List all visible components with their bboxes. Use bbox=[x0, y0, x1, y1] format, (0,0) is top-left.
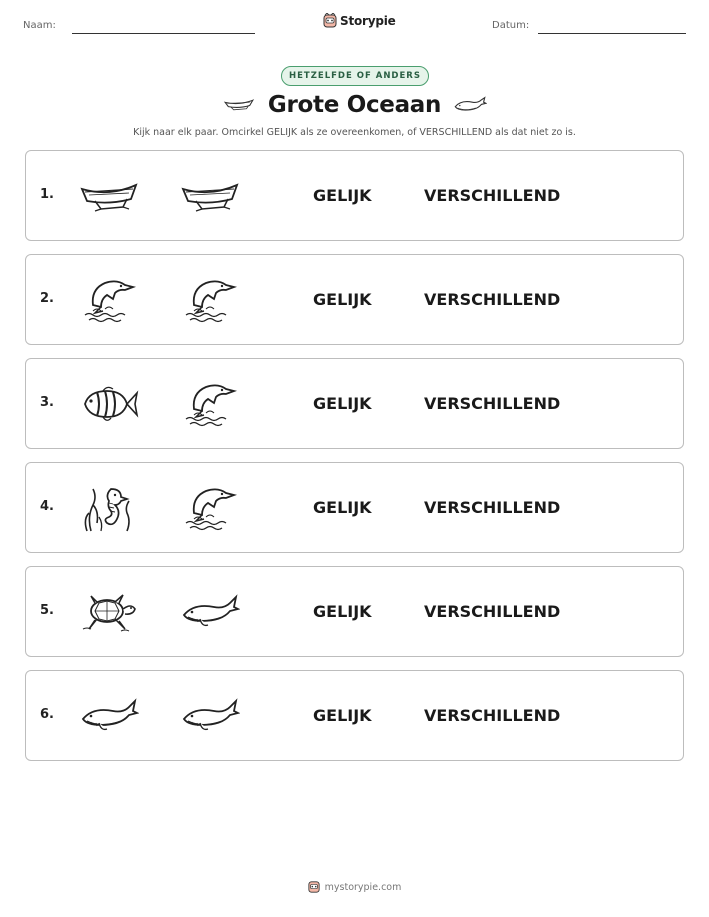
date-label: Datum: bbox=[492, 20, 530, 31]
clownfish-icon bbox=[79, 379, 139, 429]
option-different-button[interactable]: VERSCHILLEND bbox=[424, 290, 561, 309]
question-number: 3. bbox=[40, 395, 54, 410]
whale-icon bbox=[453, 96, 487, 114]
storypie-mascot-icon bbox=[308, 880, 320, 894]
question-row bbox=[25, 150, 684, 241]
option-same-button[interactable]: GELIJK bbox=[313, 706, 372, 725]
option-same-button[interactable]: GELIJK bbox=[313, 186, 372, 205]
date-field-line[interactable] bbox=[538, 33, 686, 34]
canoe-icon bbox=[79, 171, 139, 221]
option-same-button[interactable]: GELIJK bbox=[313, 394, 372, 413]
option-same-button[interactable]: GELIJK bbox=[313, 498, 372, 517]
footer-url: mystorypie.com bbox=[324, 881, 402, 893]
dolphin-icon bbox=[180, 483, 240, 533]
question-number: 5. bbox=[40, 603, 54, 618]
option-different-button[interactable]: VERSCHILLEND bbox=[424, 394, 561, 413]
whale-icon bbox=[180, 691, 240, 741]
whale-icon bbox=[180, 587, 240, 637]
question-number: 4. bbox=[40, 499, 54, 514]
seahorse-icon bbox=[79, 483, 139, 533]
canoe-icon bbox=[222, 97, 256, 113]
whale-icon bbox=[79, 691, 139, 741]
option-same-button[interactable]: GELIJK bbox=[313, 602, 372, 621]
option-different-button[interactable]: VERSCHILLEND bbox=[424, 498, 561, 517]
turtle-icon bbox=[79, 587, 139, 637]
dolphin-icon bbox=[180, 275, 240, 325]
question-row bbox=[25, 462, 684, 553]
question-row bbox=[25, 670, 684, 761]
title-row bbox=[0, 92, 709, 118]
brand-name: Storypie bbox=[340, 14, 396, 28]
dolphin-icon bbox=[180, 379, 240, 429]
question-number: 2. bbox=[40, 291, 54, 306]
storypie-mascot-icon bbox=[323, 13, 337, 29]
name-field-line[interactable] bbox=[72, 33, 255, 34]
footer bbox=[0, 880, 709, 894]
question-row bbox=[25, 358, 684, 449]
canoe-icon bbox=[180, 171, 240, 221]
question-row bbox=[25, 566, 684, 657]
option-different-button[interactable]: VERSCHILLEND bbox=[424, 186, 561, 205]
instructions: Kijk naar elk paar. Omcirkel GELIJK als ze overeenkomen, of VERSCHILLEND als dat niet zo is. bbox=[133, 127, 576, 138]
dolphin-icon bbox=[79, 275, 139, 325]
option-same-button[interactable]: GELIJK bbox=[313, 290, 372, 309]
brand-logo bbox=[323, 13, 396, 29]
name-label: Naam: bbox=[23, 20, 56, 31]
option-different-button[interactable]: VERSCHILLEND bbox=[424, 706, 561, 725]
question-number: 1. bbox=[40, 187, 54, 202]
option-different-button[interactable]: VERSCHILLEND bbox=[424, 602, 561, 621]
question-number: 6. bbox=[40, 707, 54, 722]
activity-badge: HETZELFDE OF ANDERS bbox=[281, 66, 429, 86]
page-title: Grote Oceaan bbox=[267, 92, 442, 118]
question-row bbox=[25, 254, 684, 345]
